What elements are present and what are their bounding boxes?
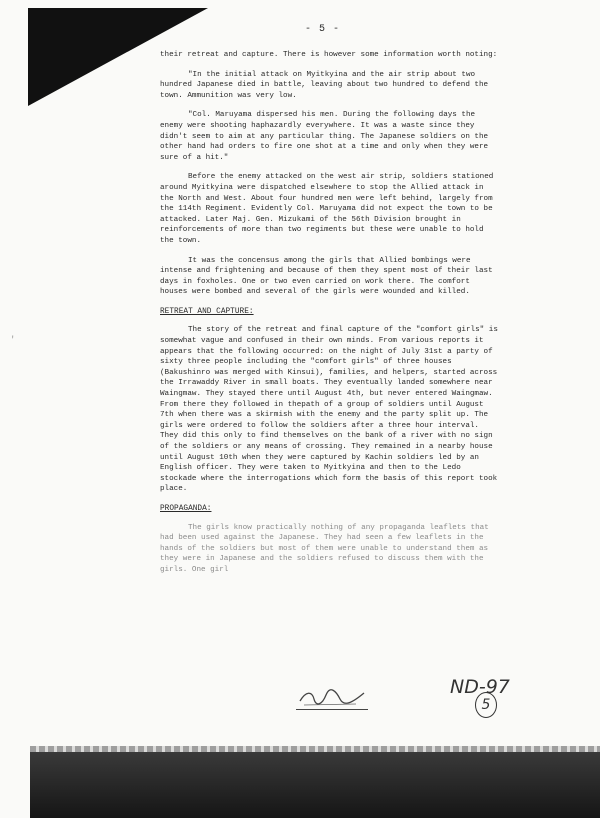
margin-mark: ' (10, 335, 16, 345)
page-number: - 5 - (305, 24, 341, 35)
signature-stamp (296, 687, 368, 710)
circled-number: 5 (475, 692, 497, 718)
document-body (160, 50, 500, 585)
paragraph-west-air-strip: Before the enemy attacked on the west air strip, soldiers stationed around Myitkyina were dispatched elsewhere to stop the Allied attack in the North and West. About four hundred men were left behind, largely from the 114th Regiment. Evidently Col. Maruyama did not expect the town to be attacked. Later Maj. Gen. Mizukami of the 56th Division brought in reinforcements of more than two regiments but these were unable to hold the town. (160, 173, 494, 245)
scanner-bottom-shadow (30, 752, 600, 818)
handwritten-document-number: ND-97 (450, 676, 510, 698)
paragraph-propaganda: The girls know practically nothing of any propaganda leaflets that had been used against the Japanese. They had seen a few leaflets in the hands of the soldiers but most of them were unable to understand them as they were in Japanese and the soldiers refused to discuss them with the girls. One girl (160, 523, 489, 574)
paragraph-quote-attack: "In the initial attack on Myitkyina and the air strip about two hundred Japanese died in battle, leaving about two hundred to defend the town. Ammunition was very low. (160, 70, 489, 100)
signature-scribble-icon (296, 687, 368, 709)
paragraph-retreat-story: The story of the retreat and final capture of the "comfort girls" is somewhat vague and confused in their own minds. From various reports it appears that the following occurred: on the night of July 31st a party of sixty three people including the "comfort girls" of three houses (Bakushinro was merged with Kinsui), families, and helpers, started across the Irrawaddy River in small boats. They eventually landed somewhere near Waingmaw. They stayed there until August 4th, but never entered Waingmaw. From there they followed in thepath of a group of soldiers until August 7th when there was a skirmish with the enemy and the party split up. The girls were ordered to follow the soldiers after a three hour interval. They did this only to find themselves on the bank of a river with no sign of the soldiers or any means of crossing. They remained in a nearby house until August 10th when they were captured by Kachin soldiers led by an English officer. They were taken to Myitkyina and then to the Ledo stockade where the interrogations which form the basis of this report took place. (160, 326, 498, 494)
heading-retreat-and-capture: RETREAT AND CAPTURE: (160, 307, 254, 316)
paragraph-intro: their retreat and capture. There is however some information worth noting: (160, 51, 498, 59)
paragraph-bombings: It was the concensus among the girls that Allied bombings were intense and frightening and because of them they spent most of their last days in foxholes. One or two even carried on work there. The comfort houses were bombed and several of the girls were wounded and killed. (160, 256, 493, 297)
heading-propaganda: PROPAGANDA: (160, 504, 212, 513)
paragraph-quote-maruyama: "Col. Maruyama dispersed his men. During the following days the enemy were shooting haphazardly everywhere. It was a waste since they didn't seem to aim at any particular thing. The Japanese soldiers on the other hand had orders to fire one shot at a time and only when they were sure of a hit." (160, 111, 489, 162)
